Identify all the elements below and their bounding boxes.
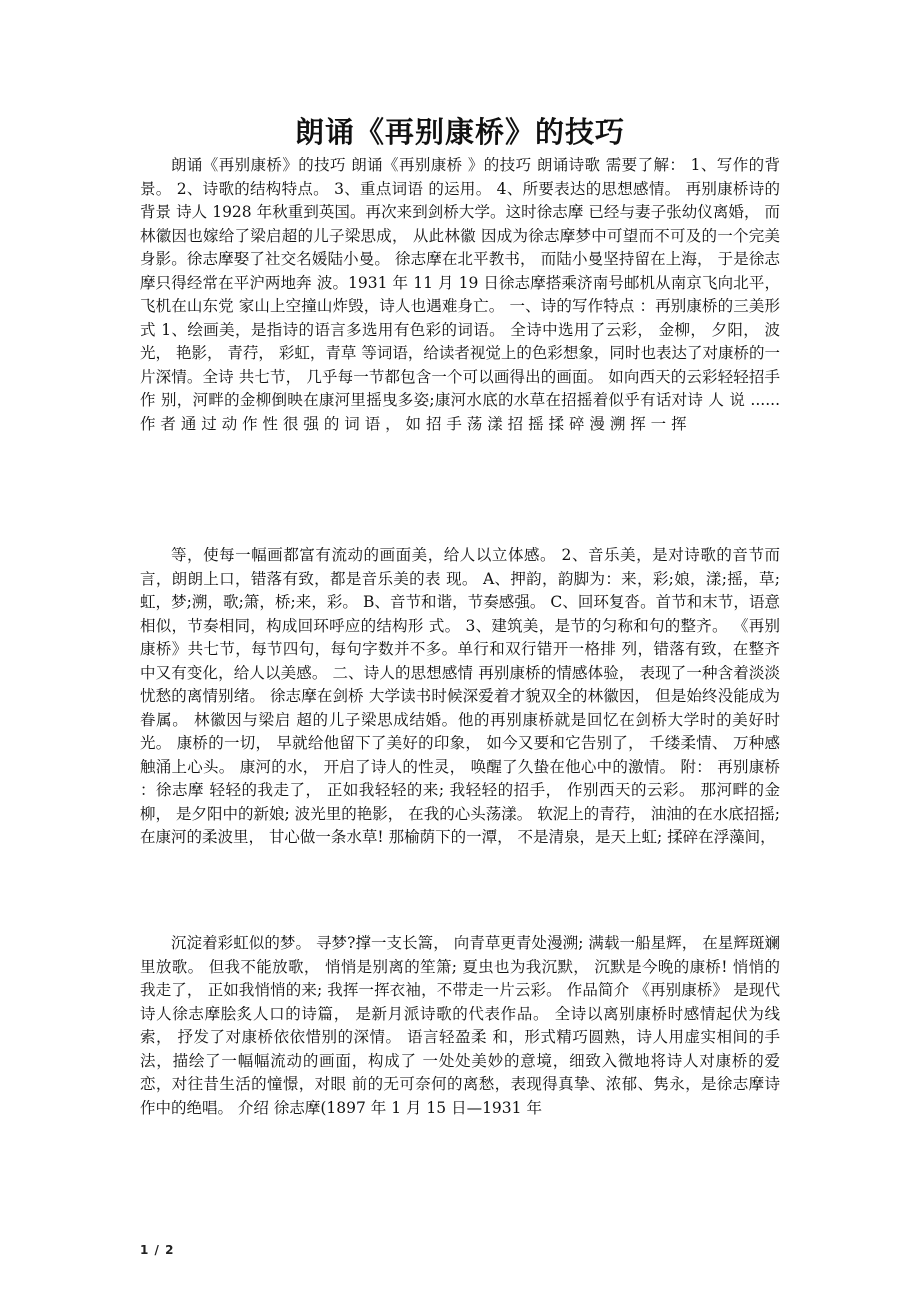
body-paragraph-2: 等，使每一幅画都富有流动的画面美，给人以立体感。 2、音乐美，是对诗歌的音节而言，朗朗上口，错落有致，都是音乐美的表 现。 A、押韵，韵脚为：来，彩;娘，漾;摇，草;虹，梦;溯，歌;箫，桥;来，彩。 B、音节和谐，节奏感强。 C、回环复沓。首节和末节，语意相似，节奏相同，构成回环呼应的结构形 式。 3、建筑美，是节的匀称和句的整齐。 《再别康桥》共七节，每节四句，每句字数并不多。单行和双行错开一格排 列，错落有致，在整齐中又有变化，给人以美感。 二、诗人的思想感情 再别康桥的情感体验， 表现了一种含着淡淡忧愁的离情别绪。 徐志摩在剑桥 大学读书时候深爱着才貌双全的林徽因， 但是始终没能成为眷属。 林徽因与梁启 超的儿子梁思成结婚。他的再别康桥就是回忆在剑桥大学时的美好时光。 康桥的一切， 早就给他留下了美好的印象， 如今又要和它告别了， 千缕柔情、 万种感触涌上心头。 康河的水， 开启了诗人的性灵， 唤醒了久蛰在他心中的激情。 附： 再别康桥 ：徐志摩 轻轻的我走了， 正如我轻轻的来; 我轻轻的招手， 作别西天的云彩。 那河畔的金柳， 是夕阳中的新娘; 波光里的艳影， 在我的心头荡漾。 软泥上的青荇， 油油的在水底招摇; 在康河的柔波里， 甘心做一条水草! 那榆荫下的一潭， 不是清泉，是天上虹; 揉碎在浮藻间， (140, 546, 780, 846)
page-number: 1 / 2 (140, 1243, 175, 1257)
document-title: 朗诵《再别康桥》的技巧 (294, 115, 625, 149)
body-paragraph-3: 沉淀着彩虹似的梦。 寻梦?撑一支长篙， 向青草更青处漫溯; 满载一船星辉， 在星辉斑斓里放歌。 但我不能放歌， 悄悄是别离的笙箫; 夏虫也为我沉默， 沉默是今晚的康桥! 悄悄的我走了， 正如我悄悄的来; 我挥一挥衣袖，不带走一片云彩。 作品简介 《再别康桥》 是现代诗人徐志摩脍炙人口的诗篇， 是新月派诗歌的代表作品。 全诗以离别康桥时感情起伏为线索， 抒发了对康桥依依惜别的深情。 语言轻盈柔 和，形式精巧圆熟，诗人用虚实相间的手法，描绘了一幅幅流动的画面，构成了 一处处美妙的意境，细致入微地将诗人对康桥的爱恋，对往昔生活的憧憬，对眼 前的无可奈何的离愁，表现得真挚、浓郁、隽永，是徐志摩诗作中的绝唱。 介绍 徐志摩(1897 年 1 月 15 日—1931 年 (140, 934, 780, 1117)
body-paragraph-1: 朗诵《再别康桥》的技巧 朗诵《再别康桥 》的技巧 朗诵诗歌 需要了解： 1、写作的背景。 2、诗歌的结构特点。 3、重点词语 的运用。 4、所要表达的思想感情。 再别康桥诗的背景 诗人 1928 年秋重到英国。再次来到剑桥大学。这时徐志摩 已经与妻子张幼仪离婚， 而林徽因也嫁给了梁启超的儿子梁思成， 从此林徽 因成为徐志摩梦中可望而不可及的一个完美身影。徐志摩娶了社交名媛陆小曼。 徐志摩在北平教书， 而陆小曼坚持留在上海， 于是徐志摩只得经常在平沪两地奔 波。1931 年 11 月 19 日徐志摩搭乘济南号邮机从南京飞向北平，飞机在山东党 家山上空撞山炸毁，诗人也遇难身亡。 一、诗的写作特点 ：再别康桥的三美形式 1、绘画美，是指诗的语言多选用有色彩的词语。 全诗中选用了云彩， 金柳， 夕阳， 波光， 艳影， 青荇， 彩虹，青草 等词语，给读者视觉上的色彩想象，同时也表达了对康桥的一片深情。全诗 共七节， 几乎每一节都包含一个可以画得出的画面。 如向西天的云彩轻轻招手作 别，河畔的金柳倒映在康河里摇曳多姿;康河水底的水草在招摇着似乎有话对诗 人 说 ...... 作 者 通 过 动 作 性 很 强 的 词 语 ， 如 招 手 荡 漾 招 摇 揉 碎 漫 溯 挥 一 挥 (140, 156, 780, 433)
